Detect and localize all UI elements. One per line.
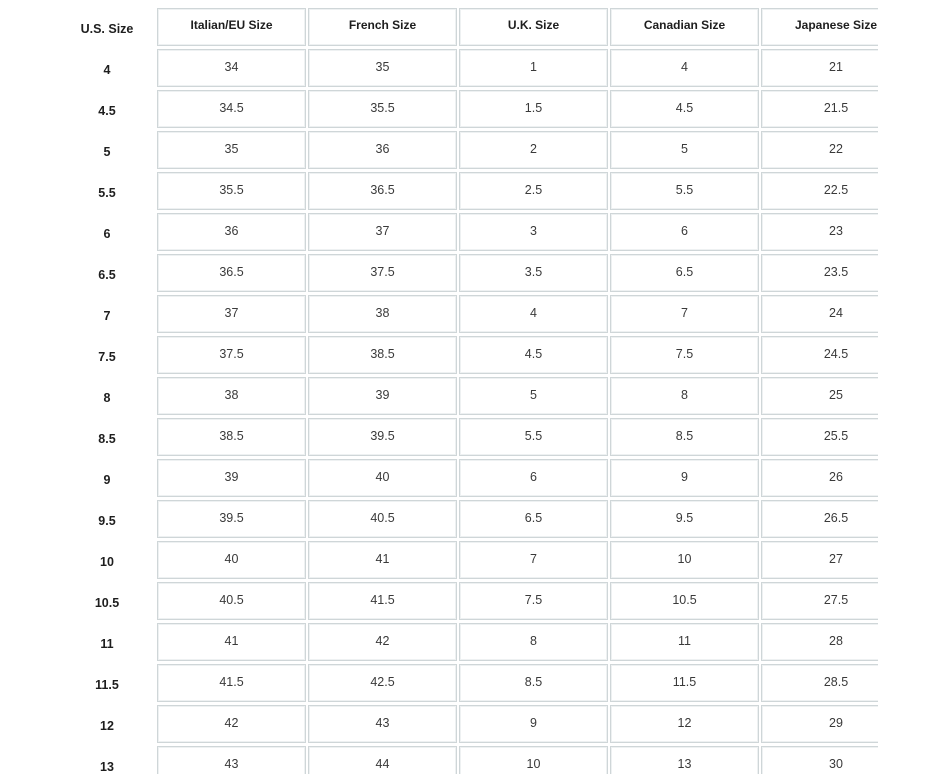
table-row	[0, 213, 927, 254]
us-size-cell: 6	[103, 226, 111, 241]
uk-size-cell: 5	[459, 377, 608, 415]
french-size-cell: 43	[308, 705, 457, 743]
table-header-row	[0, 8, 927, 49]
french-size-cell: 38.5	[308, 336, 457, 374]
french-size-cell: 39	[308, 377, 457, 415]
us-size-cell: 11.5	[95, 677, 119, 692]
japanese-size-cell: 26	[761, 459, 910, 497]
table-row	[0, 746, 927, 774]
japanese-size-cell: 28.5	[761, 664, 910, 702]
uk-size-cell: 7.5	[459, 582, 608, 620]
us-size-cell: 10.5	[94, 595, 120, 610]
us-size-cell: 4	[103, 62, 111, 77]
table-row	[0, 336, 927, 377]
table-row	[0, 295, 927, 336]
french-size-cell: 41.5	[308, 582, 457, 620]
table-row	[0, 172, 927, 213]
us-size-cell: 9	[103, 472, 111, 487]
uk-size-cell: 6.5	[459, 500, 608, 538]
italian-eu-size-cell: 38.5	[157, 418, 306, 456]
french-size-cell: 37	[308, 213, 457, 251]
us-size-cell: 8.5	[98, 431, 116, 446]
table-clip-mask	[878, 0, 927, 774]
uk-size-cell: 3	[459, 213, 608, 251]
canadian-size-cell: 6	[610, 213, 759, 251]
japanese-size-cell: 26.5	[761, 500, 910, 538]
japanese-size-cell: 27.5	[761, 582, 910, 620]
italian-eu-size-cell: 34.5	[157, 90, 306, 128]
table-row	[0, 131, 927, 172]
canadian-size-cell: 5	[610, 131, 759, 169]
uk-size-cell: 2	[459, 131, 608, 169]
table-row	[0, 500, 927, 541]
japanese-size-cell: 28	[761, 623, 910, 661]
canadian-size-cell: 11.5	[610, 664, 759, 702]
japanese-size-cell: 24	[761, 295, 910, 333]
table-row	[0, 459, 927, 500]
table-row	[0, 254, 927, 295]
uk-size-cell: 4	[459, 295, 608, 333]
japanese-size-cell: 23.5	[761, 254, 910, 292]
column-header-uk-size: U.K. Size	[459, 8, 608, 46]
table-row	[0, 541, 927, 582]
japanese-size-cell: 21	[761, 49, 910, 87]
canadian-size-cell: 9	[610, 459, 759, 497]
uk-size-cell: 9	[459, 705, 608, 743]
canadian-size-cell: 5.5	[610, 172, 759, 210]
uk-size-cell: 3.5	[459, 254, 608, 292]
french-size-cell: 40.5	[308, 500, 457, 538]
french-size-cell: 44	[308, 746, 457, 774]
italian-eu-size-cell: 38	[157, 377, 306, 415]
canadian-size-cell: 10	[610, 541, 759, 579]
table-row	[0, 418, 927, 459]
table-row	[0, 664, 927, 705]
italian-eu-size-cell: 43	[157, 746, 306, 774]
french-size-cell: 41	[308, 541, 457, 579]
french-size-cell: 35.5	[308, 90, 457, 128]
japanese-size-cell: 22.5	[761, 172, 910, 210]
us-size-cell: 10	[100, 554, 114, 569]
us-size-cell: 8	[103, 390, 111, 405]
italian-eu-size-cell: 39.5	[157, 500, 306, 538]
italian-eu-size-cell: 35.5	[157, 172, 306, 210]
us-size-cell: 9.5	[98, 513, 116, 528]
japanese-size-cell: 22	[761, 131, 910, 169]
italian-eu-size-cell: 36	[157, 213, 306, 251]
uk-size-cell: 6	[459, 459, 608, 497]
uk-size-cell: 10	[459, 746, 608, 774]
french-size-cell: 38	[308, 295, 457, 333]
us-size-cell: 5	[103, 144, 111, 159]
table-row	[0, 623, 927, 664]
us-size-cell: 7.5	[98, 349, 116, 364]
japanese-size-cell: 30	[761, 746, 910, 774]
canadian-size-cell: 7	[610, 295, 759, 333]
canadian-size-cell: 6.5	[610, 254, 759, 292]
canadian-size-cell: 10.5	[610, 582, 759, 620]
japanese-size-cell: 21.5	[761, 90, 910, 128]
us-size-cell: 6.5	[98, 267, 116, 282]
canadian-size-cell: 4	[610, 49, 759, 87]
uk-size-cell: 2.5	[459, 172, 608, 210]
table-row	[0, 582, 927, 623]
uk-size-cell: 8.5	[459, 664, 608, 702]
italian-eu-size-cell: 41.5	[157, 664, 306, 702]
canadian-size-cell: 4.5	[610, 90, 759, 128]
column-header-japanese-size: Japanese Size	[761, 8, 910, 46]
french-size-cell: 42.5	[308, 664, 457, 702]
italian-eu-size-cell: 40	[157, 541, 306, 579]
canadian-size-cell: 8.5	[610, 418, 759, 456]
uk-size-cell: 7	[459, 541, 608, 579]
japanese-size-cell: 29	[761, 705, 910, 743]
table-row	[0, 49, 927, 90]
italian-eu-size-cell: 35	[157, 131, 306, 169]
uk-size-cell: 4.5	[459, 336, 608, 374]
japanese-size-cell: 25.5	[761, 418, 910, 456]
italian-eu-size-cell: 40.5	[157, 582, 306, 620]
french-size-cell: 37.5	[308, 254, 457, 292]
italian-eu-size-cell: 42	[157, 705, 306, 743]
italian-eu-size-cell: 36.5	[157, 254, 306, 292]
italian-eu-size-cell: 41	[157, 623, 306, 661]
french-size-cell: 36	[308, 131, 457, 169]
column-header-canadian-size: Canadian Size	[610, 8, 759, 46]
canadian-size-cell: 12	[610, 705, 759, 743]
uk-size-cell: 1.5	[459, 90, 608, 128]
french-size-cell: 40	[308, 459, 457, 497]
us-size-cell: 11	[100, 636, 114, 651]
japanese-size-cell: 27	[761, 541, 910, 579]
us-size-cell: 4.5	[98, 103, 116, 118]
canadian-size-cell: 7.5	[610, 336, 759, 374]
italian-eu-size-cell: 34	[157, 49, 306, 87]
table-row	[0, 705, 927, 746]
canadian-size-cell: 13	[610, 746, 759, 774]
canadian-size-cell: 11	[610, 623, 759, 661]
us-size-cell: 13	[100, 759, 114, 774]
column-header-us-size: U.S. Size	[80, 21, 134, 36]
italian-eu-size-cell: 39	[157, 459, 306, 497]
japanese-size-cell: 25	[761, 377, 910, 415]
french-size-cell: 35	[308, 49, 457, 87]
uk-size-cell: 1	[459, 49, 608, 87]
japanese-size-cell: 24.5	[761, 336, 910, 374]
uk-size-cell: 8	[459, 623, 608, 661]
italian-eu-size-cell: 37.5	[157, 336, 306, 374]
table-row	[0, 377, 927, 418]
french-size-cell: 39.5	[308, 418, 457, 456]
japanese-size-cell: 23	[761, 213, 910, 251]
us-size-cell: 7	[103, 308, 111, 323]
french-size-cell: 42	[308, 623, 457, 661]
canadian-size-cell: 9.5	[610, 500, 759, 538]
italian-eu-size-cell: 37	[157, 295, 306, 333]
column-header-italian-eu-size: Italian/EU Size	[157, 8, 306, 46]
column-header-french-size: French Size	[308, 8, 457, 46]
french-size-cell: 36.5	[308, 172, 457, 210]
table-row	[0, 90, 927, 131]
us-size-cell: 5.5	[98, 185, 116, 200]
uk-size-cell: 5.5	[459, 418, 608, 456]
canadian-size-cell: 8	[610, 377, 759, 415]
us-size-cell: 12	[100, 718, 114, 733]
